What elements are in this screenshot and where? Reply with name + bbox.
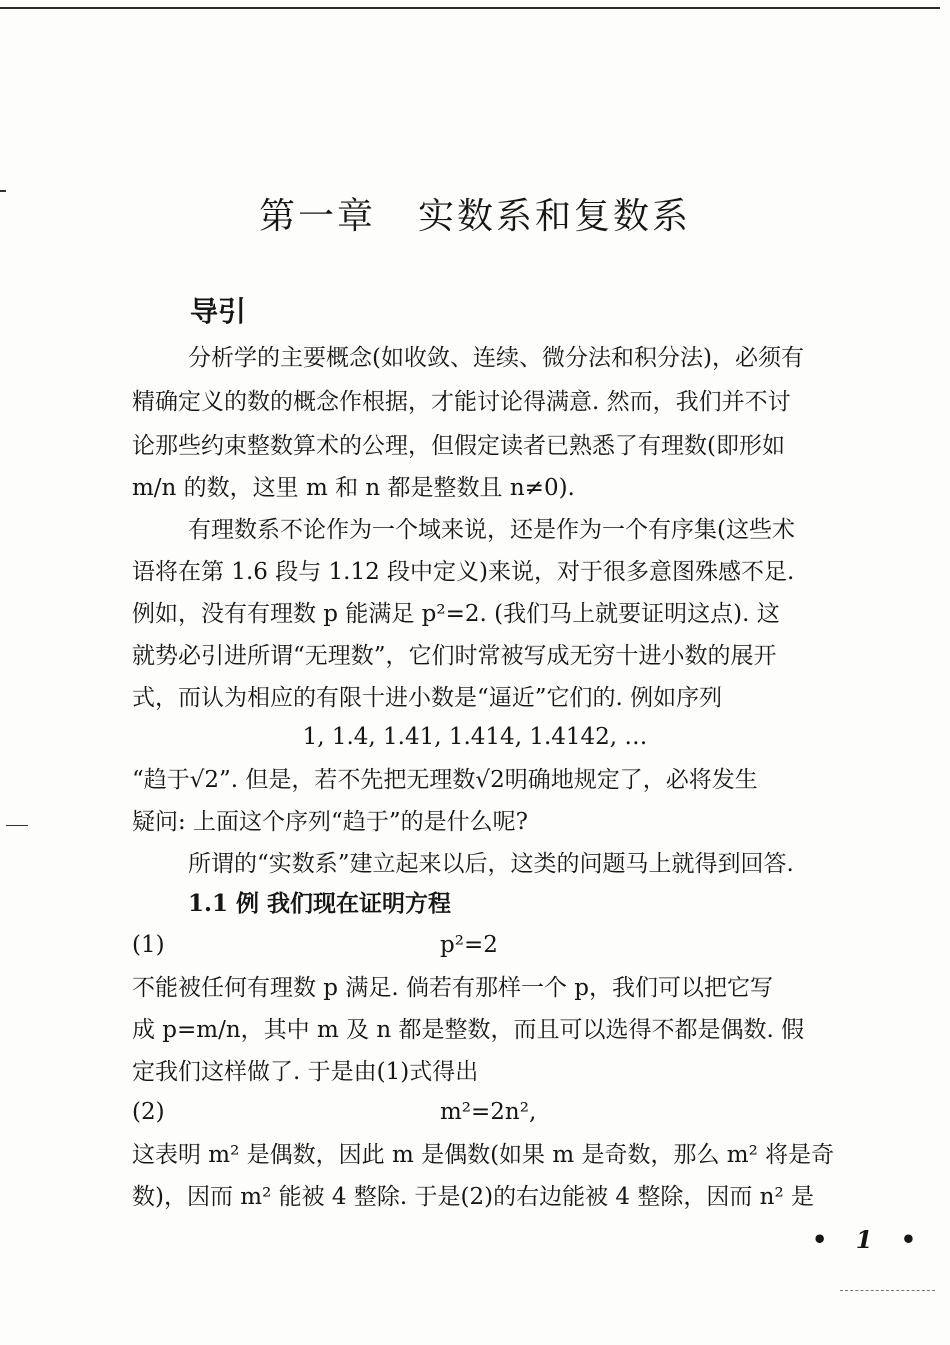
text-line: 语将在第 1.6 段与 1.12 段中定义)来说，对于很多意图殊感不足. xyxy=(132,559,795,585)
bottom-dash xyxy=(840,1290,935,1291)
equation-number: (1) xyxy=(132,932,165,958)
section-title: 导引 xyxy=(190,295,247,328)
text-line: 定我们这样做了. 于是由(1)式得出 xyxy=(132,1059,479,1085)
text-line: 不能被任何有理数 p 满足. 倘若有那样一个 p，我们可以把它写 xyxy=(132,975,774,1001)
text-line: 论那些约束整数算术的公理，但假定读者已熟悉了有理数(即形如 xyxy=(132,433,785,459)
equation: p²=2 xyxy=(440,932,498,958)
text-line: 分析学的主要概念(如收敛、连续、微分法和积分法)，必须有 xyxy=(188,345,804,371)
chapter-name: 实数系和复数系 xyxy=(418,196,692,237)
text-line: 成 p=m/n，其中 m 及 n 都是整数，而且可以选得不都是偶数. 假 xyxy=(132,1017,805,1043)
equation: m²=2n², xyxy=(440,1099,537,1125)
sequence-line: 1, 1.4, 1.41, 1.414, 1.4142, … xyxy=(302,724,648,750)
text-line: 所谓的“实数系”建立起来以后，这类的问题马上就得到回答. xyxy=(188,851,794,877)
text-line: 有理数系不论作为一个域来说，还是作为一个有序集(这些术 xyxy=(188,517,795,543)
text-line: 这表明 m² 是偶数，因此 m 是偶数(如果 m 是奇数，那么 m² 将是奇 xyxy=(132,1142,835,1168)
text-line: 就势必引进所谓“无理数”，它们时常被写成无穷十进小数的展开 xyxy=(132,643,777,669)
text-line: 式，而认为相应的有限十进小数是“逼近”它们的. 例如序列 xyxy=(132,685,723,711)
chapter-title xyxy=(0,188,950,239)
text-line: “趋于√2”. 但是，若不先把无理数√2明确地规定了，必将发生 xyxy=(132,767,758,793)
chapter-label: 第一章 xyxy=(258,196,376,237)
text-line: 数)，因而 m² 能被 4 整除. 于是(2)的右边能被 4 整除，因而 n² 是 xyxy=(132,1184,814,1210)
top-rule xyxy=(0,7,940,9)
text-line: 疑问: 上面这个序列“趋于”的是什么呢? xyxy=(132,809,528,835)
text-line: 精确定义的数的概念作根据，才能讨论得满意. 然而，我们并不讨 xyxy=(132,389,791,415)
page-number: • 1 • xyxy=(812,1225,927,1254)
text-line: m/n 的数，这里 m 和 n 都是整数且 n≠0). xyxy=(132,475,575,501)
example-heading: 1.1 例 我们现在证明方程 xyxy=(188,890,452,917)
text-line: 例如，没有有理数 p 能满足 p²=2. (我们马上就要证明这点). 这 xyxy=(132,601,780,627)
margin-mark xyxy=(6,825,28,826)
equation-number: (2) xyxy=(132,1099,165,1125)
